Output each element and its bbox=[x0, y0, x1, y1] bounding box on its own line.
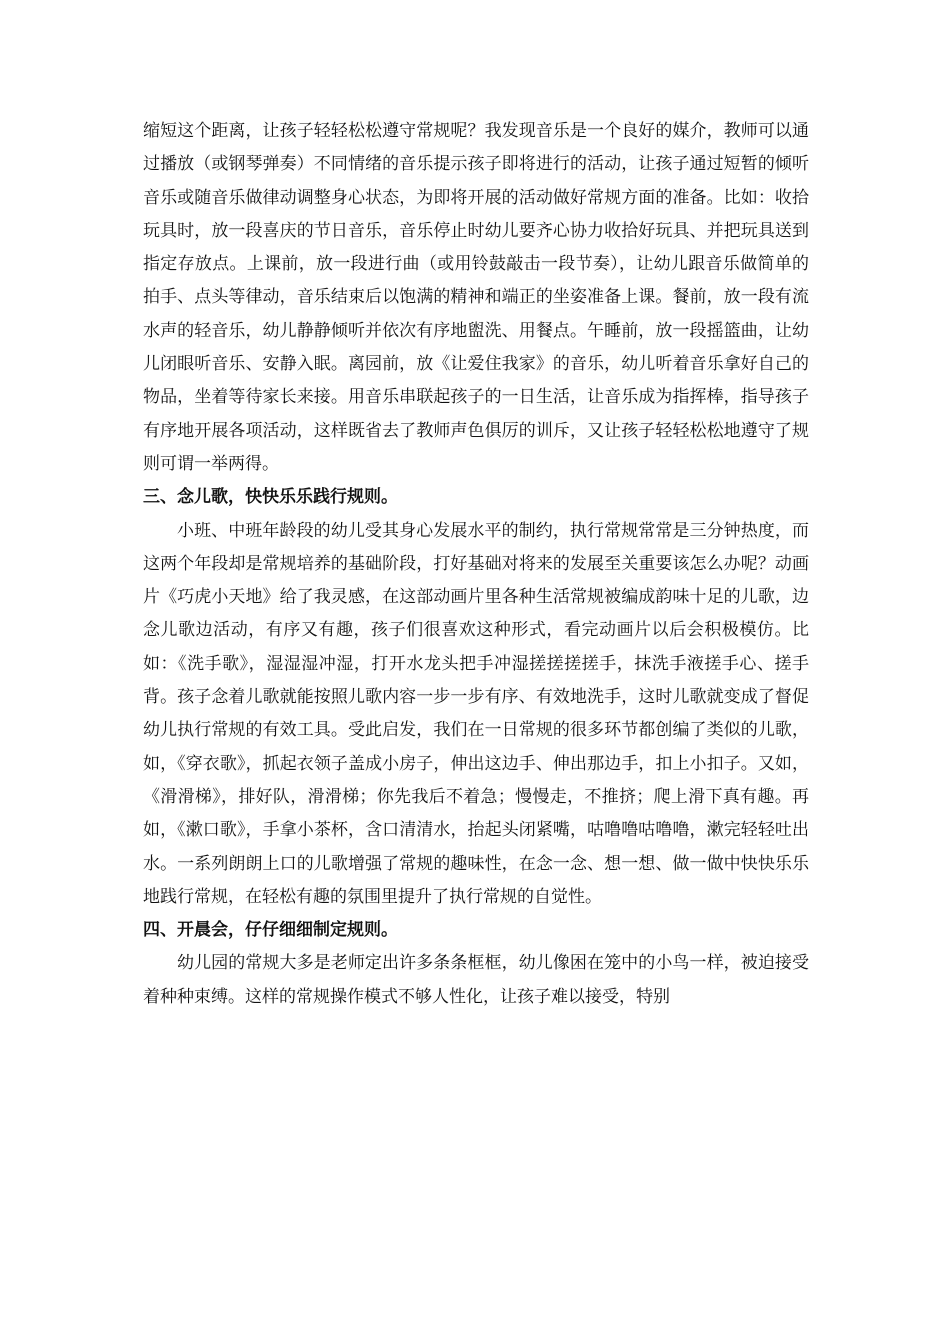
paragraph-nursery-rhymes: 小班、中班年龄段的幼儿受其身心发展水平的制约，执行常规常常是三分钟热度，而这两个年段却是常规培养的基础阶段，打好基础对将来的发展至关重要该怎么办呢？动画片《巧虎小天地》给了我灵感，在这部动画片里各种生活常规被编成韵味十足的儿歌，边念儿歌边活动，有序又有趣，孩子们很喜欢这种形式，看完动画片以后会积极模仿。比如：《洗手歌》，湿湿湿冲湿，打开水龙头把手冲湿搓搓搓搓手，抹洗手液搓手心、搓手背。孩子念着儿歌就能按照儿歌内容一步一步有序、有效地洗手，这时儿歌就变成了督促幼儿执行常规的有效工具。受此启发，我们在一日常规的很多环节都创编了类似的儿歌，如，《穿衣歌》，抓起衣领子盖成小房子，伸出这边手、伸出那边手，扣上小扣子。又如，《滑滑梯》，排好队，滑滑梯；你先我后不着急；慢慢走，不推挤；爬上滑下真有趣。再如，《漱口歌》，手拿小茶杯，含口清清水，抬起头闭紧嘴，咕噜噜咕噜噜，漱完轻轻吐出水。一系列朗朗上口的儿歌增强了常规的趣味性，在念一念、想一想、做一做中快快乐乐地践行常规，在轻松有趣的氛围里提升了执行常规的自觉性。 bbox=[143, 520, 809, 907]
document-body bbox=[143, 115, 809, 1014]
section-heading-three: 三、念儿歌，快快乐乐践行规则。 bbox=[143, 487, 398, 508]
paragraph-music-routine: 缩短这个距离，让孩子轻轻松松遵守常规呢？我发现音乐是一个良好的媒介，教师可以通过播放（或钢琴弹奏）不同情绪的音乐提示孩子即将进行的活动，让孩子通过短暂的倾听音乐或随音乐做律动调整身心状态，为即将开展的活动做好常规方面的准备。比如：收拾玩具时，放一段喜庆的节日音乐，音乐停止时幼儿要齐心协力收拾好玩具、并把玩具送到指定存放点。上课前，放一段进行曲（或用铃鼓敲击一段节奏），让幼儿跟音乐做简单的拍手、点头等律动，音乐结束后以饱满的精神和端正的坐姿准备上课。餐前，放一段有流水声的轻音乐，幼儿静静倾听并依次有序地盥洗、用餐点。午睡前，放一段摇篮曲，让幼儿闭眼听音乐、安静入眠。离园前，放《让爱住我家》的音乐，幼儿听着音乐拿好自己的物品，坐着等待家长来接。用音乐串联起孩子的一日生活，让音乐成为指挥棒，指导孩子有序地开展各项活动，这样既省去了教师声色俱厉的训斥，又让孩子轻轻松松地遵守了规则可谓一举两得。 bbox=[143, 121, 809, 474]
section-heading-four: 四、开晨会，仔仔细细制定规则。 bbox=[143, 920, 398, 941]
paragraph-morning-meeting: 幼儿园的常规大多是老师定出许多条条框框，幼儿像困在笼中的小鸟一样，被迫接受着种种束缚。这样的常规操作模式不够人性化，让孩子难以接受，特别 bbox=[143, 953, 809, 1007]
